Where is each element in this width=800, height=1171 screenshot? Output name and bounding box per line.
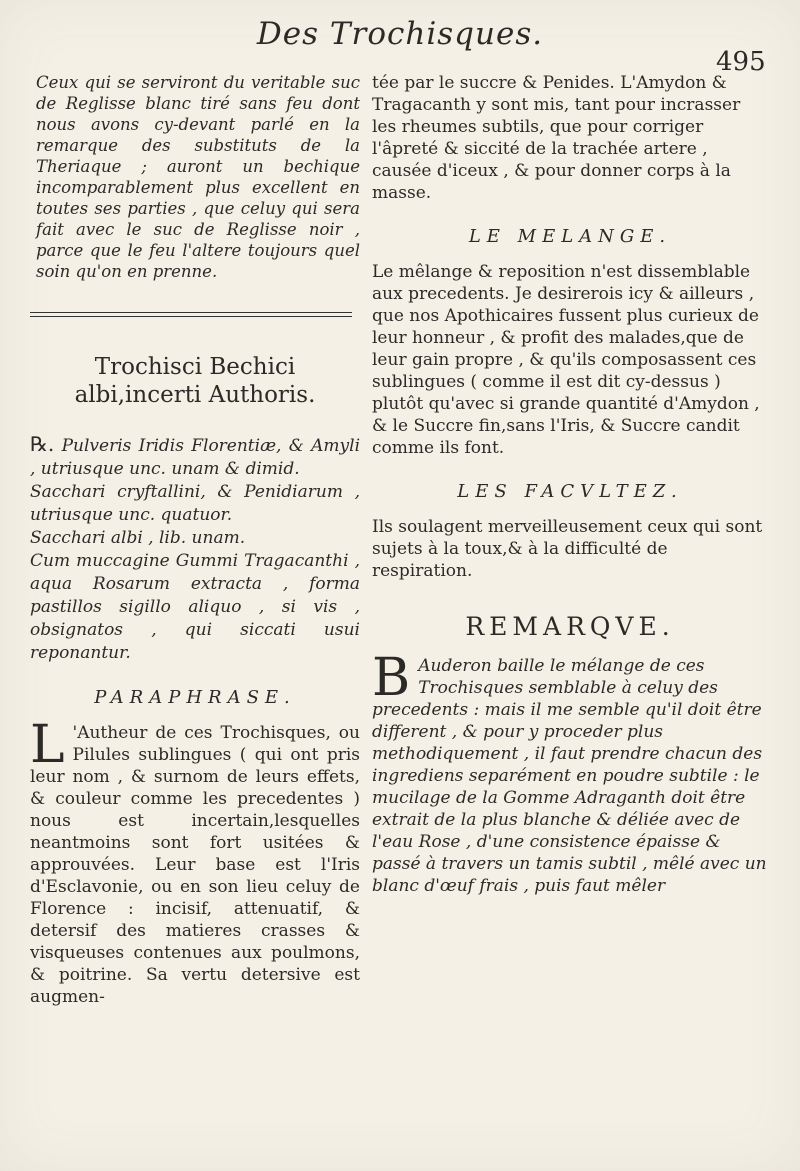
melange-paragraph: Le mêlange & reposition n'est dissemblable aux precedents. Je desirerois icy & ailleurs , que nos Apothicaires fussent plus curieux de leur honneur , & profit des malades,que de leur gain propre , & qu'ils composassent ces sublingues ( comme il est dit cy-dessus ) plutôt qu'avec si grande quantité d'Amydon , & le Succre fin,sans l'Iris, & Succre candit comme ils font. <box>372 262 760 458</box>
recipe-symbol: ℞. <box>30 432 55 456</box>
page-number: 495 <box>716 47 766 77</box>
left-column <box>30 72 360 1008</box>
facultez-heading: LES FACVLTEZ. <box>457 481 683 502</box>
right-column <box>372 72 768 897</box>
remarque-paragraph: B Auderon baille le mélange de ces Trochisques semblable à celuy des precedents : mais il me semble qu'il doit être different , & pour y proceder plus methodiquement , il faut prendre chacun des ingrediens separément en poudre subtile : le mucilage de la Gomme Adraganth doit être extrait de la plus blanche & déliée avec de l'eau Rose , d'une consistence épaisse & passé à travers un tamis subtil , mêlé avec un blanc d'œuf frais , puis faut mêler <box>372 648 767 896</box>
section-rule <box>30 312 352 317</box>
recipe-heading: Trochisci Bechici albi,incerti Authoris. <box>74 354 316 408</box>
recipe-line: Sacchari cryftallini, & Penidiarum , utriusque unc. quatuor. <box>30 482 360 525</box>
recipe-line: Sacchari albi , lib. unam. <box>30 528 246 548</box>
drop-cap-letter: B <box>372 648 411 708</box>
recipe-line: ℞. Pulveris Iridis Florentiæ, & Amyli , utriusque unc. unam & dimid. <box>30 432 361 479</box>
paraphrase-paragraph: L 'Autheur de ces Trochisques, ou Pilules sublingues ( qui ont pris leur nom , & surnom de leurs effets, & couleur comme les precedentes ) nous est incertain,lesquelles neantmoins sont fort usitées & approuvées. Leur base est l'Iris d'Esclavonie, ou en son lieu celuy de Florence : incisif, attenuatif, & detersif des matieres crasses & visqueuses contenues aux poulmons, & poitrine. Sa vertu detersive est augmen- <box>30 715 360 1007</box>
remarque-heading: REMARQVE. <box>465 612 675 641</box>
continuation-paragraph: tée par le succre & Penides. L'Amydon & Tragacanth y sont mis, tant pour incrasser les rheumes subtils, que pour corriger l'âpreté & siccité de la trachée artere , causée d'iceux , & pour donner corps à la masse. <box>372 73 741 203</box>
paraphrase-heading: PARAPHRASE. <box>94 687 296 708</box>
recipe-line: Cum muccagine Gummi Tragacanthi , aqua Rosarum extracta , forma pastillos sigillo aliquo , si vis , obsignatos , qui siccati usui reponantur. <box>30 551 360 663</box>
facultez-paragraph: Ils soulagent merveilleusement ceux qui sont sujets à la toux,& à la difficulté de respiration. <box>372 517 763 581</box>
recipe-block <box>30 433 360 665</box>
melange-heading: LE MELANGE. <box>468 226 672 247</box>
note-paragraph: Ceux qui se serviront du veritable suc de Reglisse blanc tiré sans feu dont nous avons cy-devant parlé en la remarque des substituts de la Theriaque ; auront un bechique incomparablement plus excellent en toutes ses parties , que celuy qui sera fait avec le suc de Reglisse noir , parce que le feu l'altere toujours quel soin qu'on en prenne. <box>36 73 360 281</box>
drop-cap-letter: L <box>30 715 65 775</box>
running-title: Des Trochisques. <box>256 16 544 52</box>
